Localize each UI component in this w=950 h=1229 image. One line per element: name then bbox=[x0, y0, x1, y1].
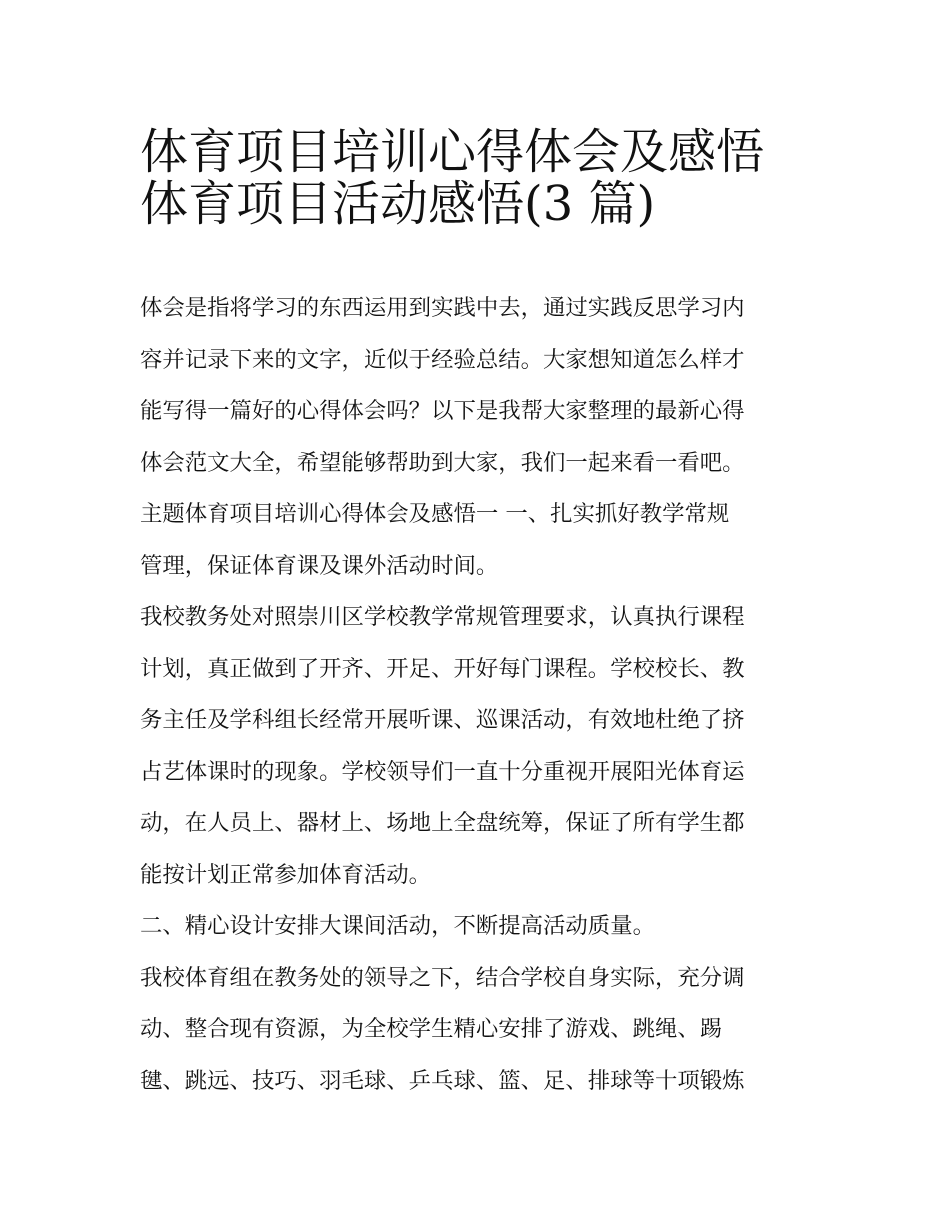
document-title bbox=[140, 116, 840, 232]
title-line-1: 体育项目培训心得体会及感悟 bbox=[140, 124, 765, 180]
document-body bbox=[140, 283, 830, 1107]
title-line-2: 体育项目活动感悟(3 篇) bbox=[140, 175, 656, 232]
body-line: 毽、跳远、技巧、羽毛球、乒乓球、篮、足、排球等十项锻炼 bbox=[140, 1067, 745, 1094]
body-line: 管理，保证体育课及课外活动时间。 bbox=[140, 552, 499, 579]
body-line: 务主任及学科组长经常开展听课、巡课活动，有效地杜绝了挤 bbox=[140, 707, 745, 733]
body-line: 我校体育组在教务处的领导之下，结合学校自身实际，充分调 bbox=[140, 964, 745, 991]
body-line: 计划，真正做到了开齐、开足、开好每门课程。学校校长、教 bbox=[140, 655, 745, 682]
body-line: 占艺体课时的现象。学校领导们一直十分重视开展阳光体育运 bbox=[140, 758, 745, 785]
body-line: 容并记录下来的文字，近似于经验总结。大家想知道怎么样才 bbox=[140, 346, 745, 373]
body-line: 二、精心设计安排大课间活动，不断提高活动质量。 bbox=[140, 913, 655, 939]
body-line: 能按计划正常参加体育活动。 bbox=[140, 861, 432, 888]
body-line: 我校教务处对照崇川区学校教学常规管理要求，认真执行课程 bbox=[140, 604, 745, 630]
body-line: 体会是指将学习的东西运用到实践中去，通过实践反思学习内 bbox=[140, 295, 745, 321]
body-line: 能写得一篇好的心得体会吗？以下是我帮大家整理的最新心得 bbox=[140, 398, 745, 424]
body-line: 体会范文大全，希望能够帮助到大家，我们一起来看一看吧。 bbox=[140, 449, 745, 476]
body-line: 动、整合现有资源，为全校学生精心安排了游戏、跳绳、踢 bbox=[140, 1016, 723, 1042]
body-line: 主题体育项目培训心得体会及感悟一 一、扎实抓好教学常规 bbox=[140, 501, 730, 527]
body-line: 动，在人员上、器材上、场地上全盘统筹，保证了所有学生都 bbox=[140, 810, 745, 836]
